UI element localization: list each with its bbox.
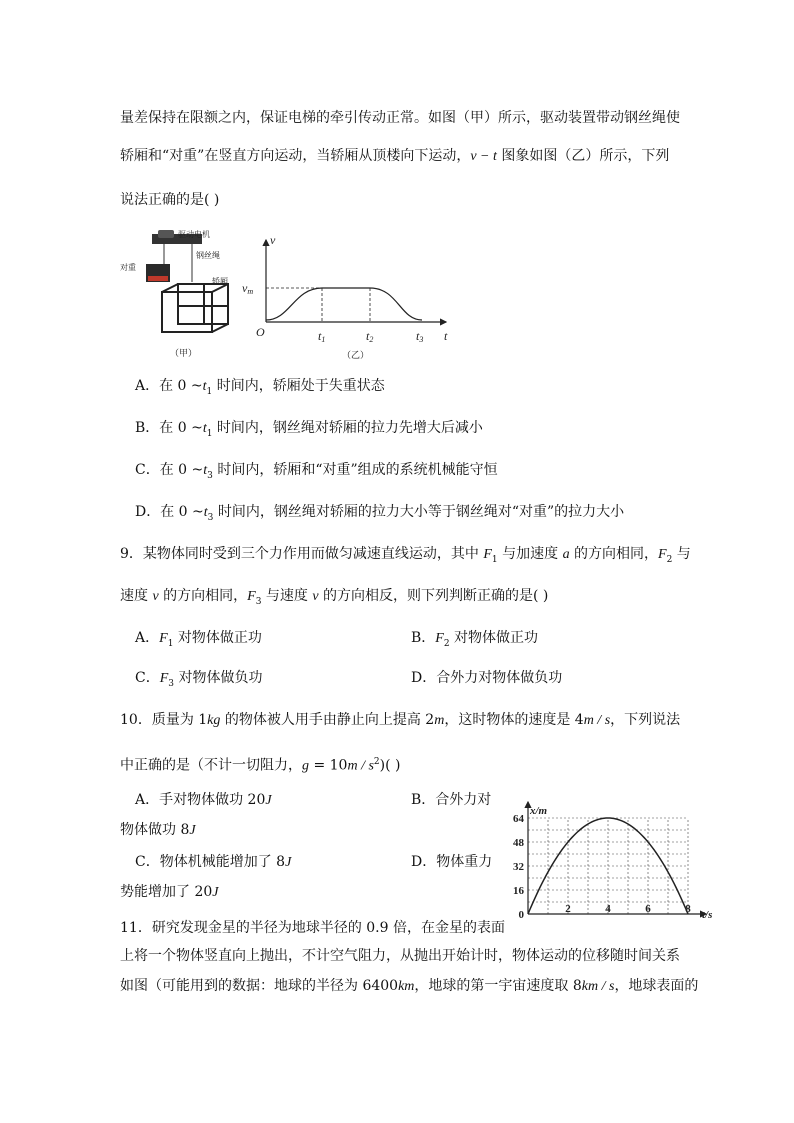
q10-option-d-cont: 势能增加了 20J	[120, 884, 219, 900]
v-t-label: v − t	[470, 149, 497, 164]
q10-option-d[interactable]: D．物体重力	[411, 854, 493, 870]
q8-line1: 量差保持在限额之内，保证电梯的牵引传动正常。如图（甲）所示，驱动装置带动钢丝绳使	[120, 110, 680, 126]
q10-option-c[interactable]: C．物体机械能增加了 8J	[135, 854, 292, 870]
velocity-curve	[266, 288, 422, 320]
x-tick-label: 8	[685, 903, 691, 915]
y-tick-label: 16	[513, 885, 524, 897]
q9-line1: 9．某物体同时受到三个力作用而做匀减速直线运动，其中 $F_1$ 与加速度 a 的方向相同，$F_2$ 与	[120, 546, 691, 565]
y-tick-label: 48	[513, 837, 524, 849]
y-tick-label: 32	[513, 861, 524, 873]
q9-option-a[interactable]: A．$F_1$ 对物体做正功	[135, 630, 262, 649]
x-tick-label: 2	[565, 903, 571, 915]
q10-option-b[interactable]: B．合外力对	[411, 792, 492, 808]
y-tick-label: 0	[518, 909, 524, 921]
y-axis-label: x/m	[530, 805, 548, 817]
q8-option-b[interactable]: B．在 0 $\sim t_1$ 时间内，钢丝绳对轿厢的拉力先增大后减小	[135, 420, 483, 439]
car-label: 轿厢	[212, 277, 228, 286]
q10-option-a[interactable]: A．手对物体做功 20J	[135, 792, 272, 808]
q9-line2: 速度 v 的方向相同，$F_3$ 与速度 v 的方向相反，则下列判断正确的是( )	[120, 588, 549, 607]
q11-line2: 上将一个物体竖直向上抛出，不计空气阻力，从抛出开始计时，物体运动的位移随时间关系	[120, 948, 680, 964]
q10-option-b-cont: 物体做功 8J	[120, 822, 196, 838]
x-tick-label: 4	[605, 903, 611, 915]
t2-label: t2	[366, 329, 374, 344]
figure-yi-caption: （乙）	[342, 350, 370, 360]
y-tick-label: 64	[513, 813, 524, 825]
elevator-figure	[118, 226, 240, 362]
x-axis-label: t/s	[702, 909, 713, 921]
q11-line3: 如图（可能用到的数据：地球的半径为 6400km，地球的第一宇宙速度取 8km / s，地球表面的	[120, 978, 699, 994]
t3-label: t3	[416, 329, 424, 344]
q8-line3: 说法正确的是( )	[120, 192, 220, 208]
counterweight-label: 对重	[120, 263, 136, 272]
v-t-graph	[242, 232, 460, 362]
q9-option-c[interactable]: C．$F_3$ 对物体做负功	[135, 670, 263, 689]
t1-label: t1	[318, 329, 326, 344]
q8-option-d[interactable]: D．在 0 $\sim t_3$ 时间内，钢丝绳对轿厢的拉力大小等于钢丝绳对“对重”的拉力大小	[135, 504, 625, 523]
t-axis-label: t	[444, 329, 448, 343]
q10-line1: 10．质量为 1kg 的物体被人用手由静止向上提高 2m，这时物体的速度是 4m / s，下列说法	[120, 712, 681, 728]
vm-label: vm	[242, 281, 254, 296]
q8-option-c[interactable]: C．在 0 $\sim t_3$ 时间内，轿厢和“对重”组成的系统机械能守恒	[135, 462, 498, 481]
rope-label: 钢丝绳	[196, 251, 220, 260]
q8-line2: 轿厢和“对重”在竖直方向运动，当轿厢从顶楼向下运动，v − t 图象如图（乙）所示，下列	[120, 148, 670, 164]
figure-jia-caption: （甲）	[170, 348, 198, 358]
q9-option-d[interactable]: D．合外力对物体做负功	[411, 670, 563, 686]
q10-line2: 中正确的是（不计一切阻力，$g = 10m / s^2$)( )	[120, 757, 401, 774]
motor-label: 驱动电机	[178, 230, 210, 239]
v-axis-label: v	[270, 233, 276, 247]
displacement-time-chart	[498, 796, 713, 926]
q9-option-b[interactable]: B．$F_2$ 对物体做正功	[411, 630, 539, 649]
q8-option-a[interactable]: A．在 0 $\sim t_1$ 时间内，轿厢处于失重状态	[135, 378, 385, 397]
x-tick-label: 6	[645, 903, 651, 915]
origin-label: O	[256, 325, 265, 339]
q11-line1: 11．研究发现金星的半径为地球半径的 0.9 倍，在金星的表面	[120, 920, 505, 936]
